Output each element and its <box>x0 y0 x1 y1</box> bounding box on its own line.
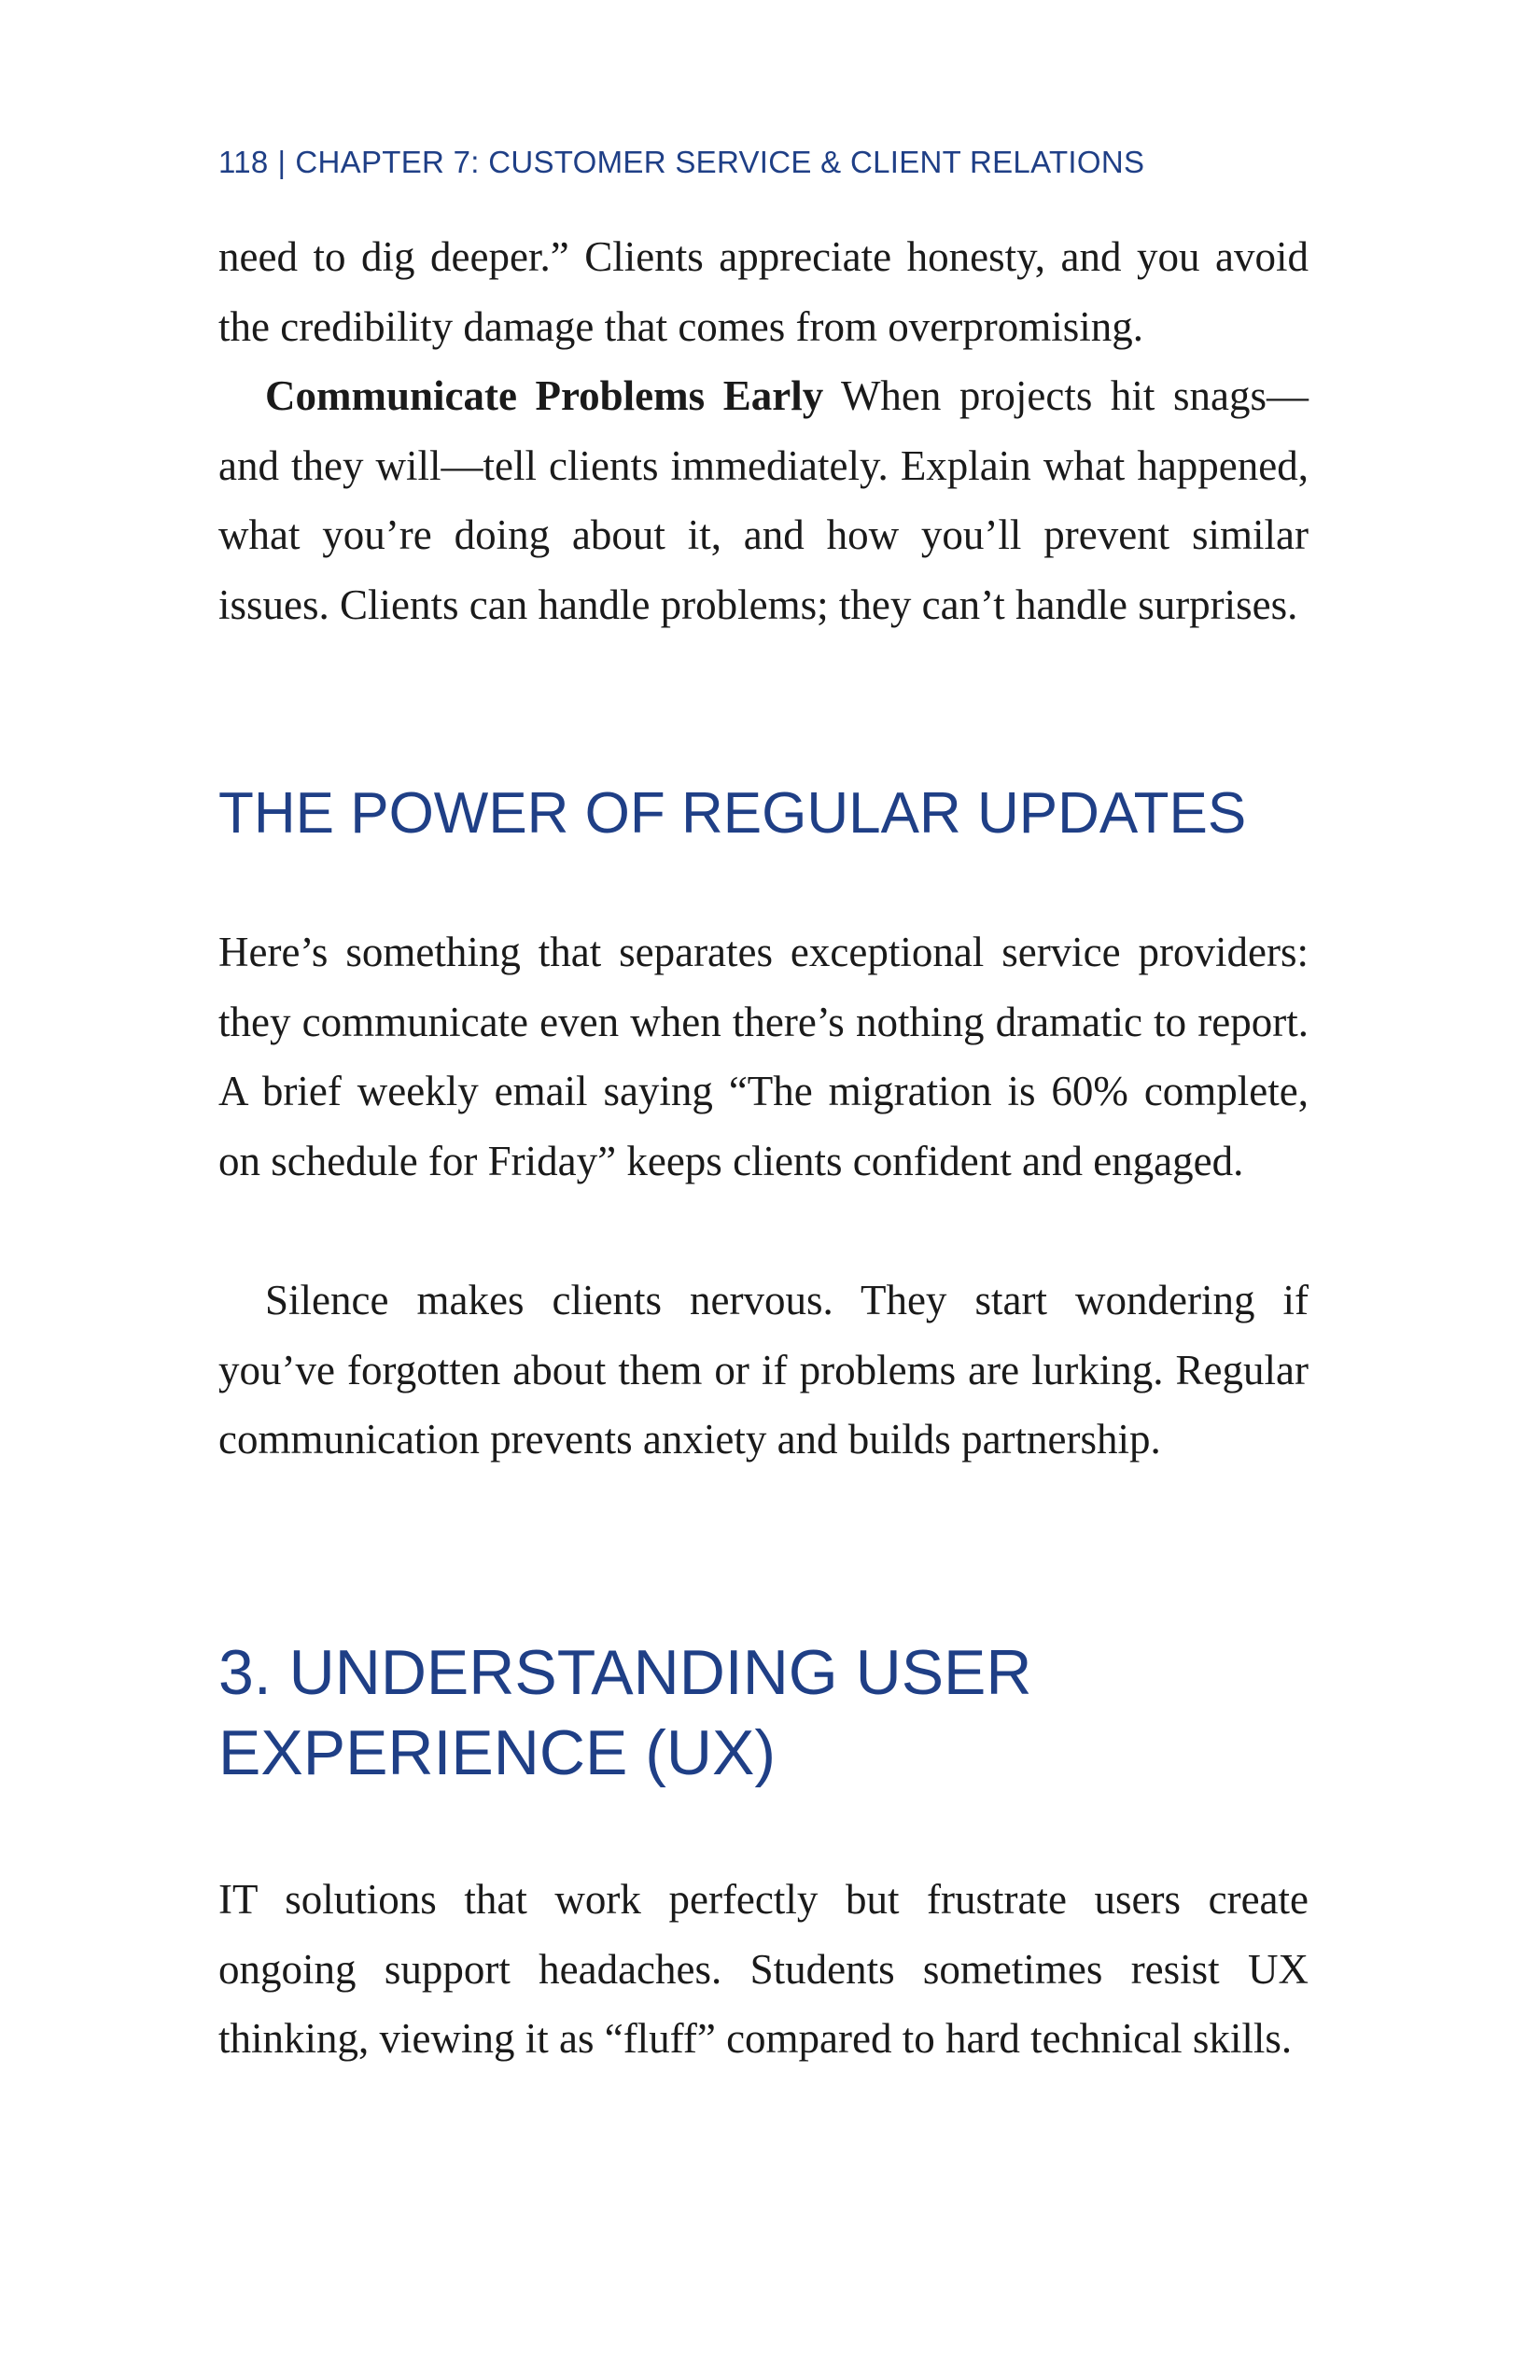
communicate-problems-paragraph <box>218 361 1309 639</box>
page-number: 118 <box>218 145 269 179</box>
regular-updates-paragraph-1: Here’s something that separates exceptional service providers: they communicate even when there’s nothing dramatic to report. A brief weekly email saying “The migration is 60% complete, on schedule for Friday” keeps clients confident and engaged. <box>218 929 1309 1184</box>
ux-paragraph-1: IT solutions that work perfectly but frustrate users create ongoing support headaches. Students sometimes resist UX thinking, viewing it as “fluff” compared to hard technical skills. <box>218 1876 1309 2062</box>
continued-paragraph: need to dig deeper.” Clients appreciate honesty, and you avoid the credibility damage that comes from overpromising. <box>218 233 1309 350</box>
chapter-section-heading-ux: 3. UNDERSTANDING USER EXPERIENCE (UX) <box>218 1637 1032 1788</box>
paragraph-body: When projects hit snags—and they will—tell clients immediately. Explain what happened, what you’re doing about it, and how you’ll prevent similar issues. Clients can handle problems; they can’t handle surprises. <box>218 372 1309 628</box>
header-separator: | <box>277 145 287 179</box>
running-head <box>218 145 1144 180</box>
regular-updates-paragraph-2: Silence makes clients nervous. They start wondering if you’ve forgotten about them or if problems are lurking. Regular communication prevents anxiety and builds partnership. <box>218 1277 1309 1463</box>
chapter-title: CHAPTER 7: CUSTOMER SERVICE & CLIENT RELATIONS <box>295 145 1145 179</box>
section-heading-regular-updates: THE POWER OF REGULAR UPDATES <box>218 781 1247 846</box>
paragraph-lead-in: Communicate Problems Early <box>265 372 824 419</box>
